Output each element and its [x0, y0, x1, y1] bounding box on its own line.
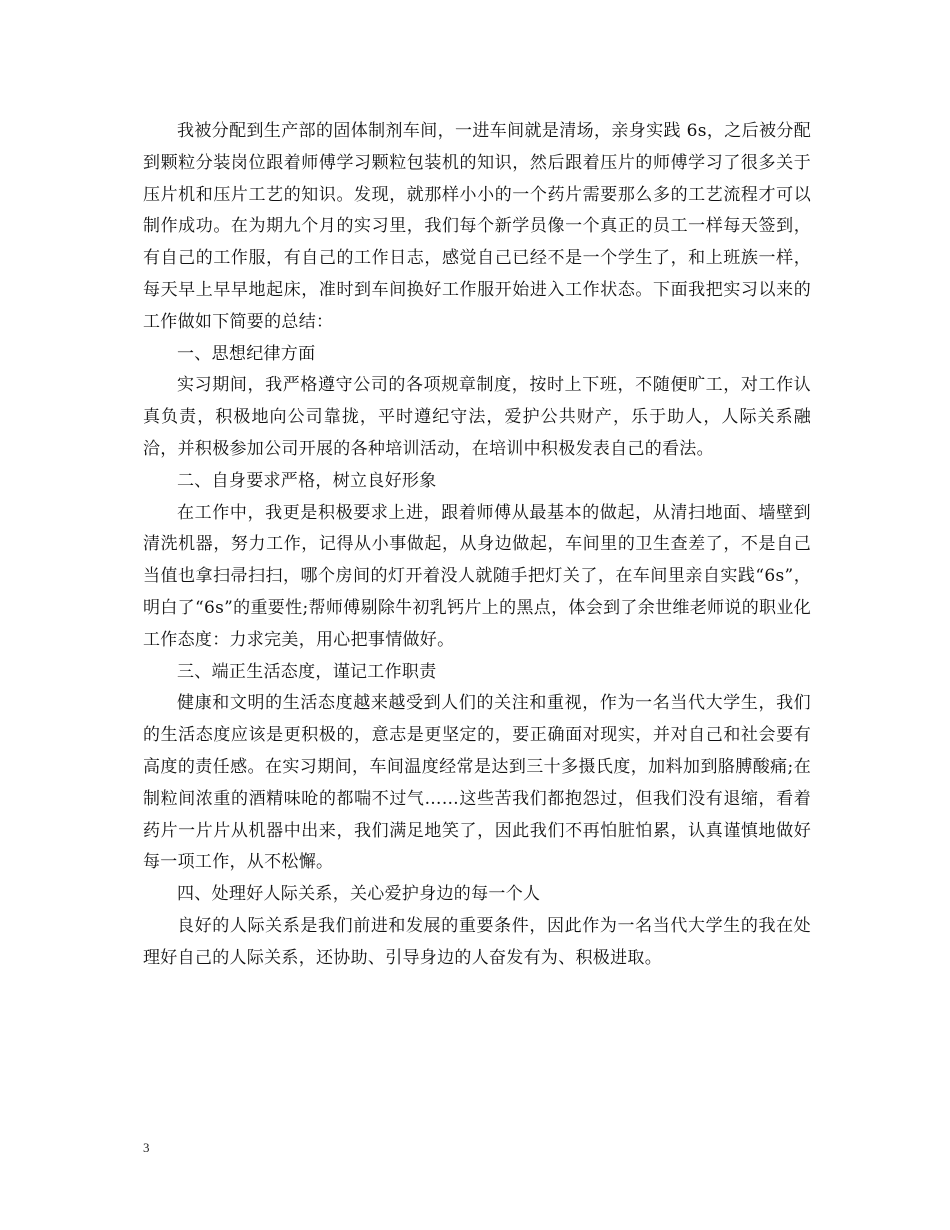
- section-heading-self-requirements: 二、自身要求严格，树立良好形象: [177, 470, 437, 491]
- document-body: [143, 116, 811, 975]
- paragraph-relationships: 良好的人际关系是我们前进和发展的重要条件，因此作为一名当代大学生的我在处理好自己的人际关系，还协助、引导身边的人奋发有为、积极进取。: [143, 915, 811, 968]
- paragraph-intro: 我被分配到生产部的固体制剂车间，一进车间就是清场，亲身实践 6s，之后被分配到颗粒分装岗位跟着师傅学习颗粒包装机的知识，然后跟着压片的师傅学习了很多关于压片机和压片工艺的知识。发现，就那样小小的一个药片需要那么多的工艺流程才可以制作成功。在为期九个月的实习里，我们每个新学员像一个真正的员工一样每天签到，有自己的工作服，有自己的工作日志，感觉自己已经不是一个学生了，和上班族一样，每天早上早早地起床，准时到车间换好工作服开始进入工作状态。下面我把实习以来的工作做如下简要的总结：: [143, 121, 811, 332]
- paragraph-self-requirements: 在工作中，我更是积极要求上进，跟着师傅从最基本的做起，从清扫地面、墙壁到清洗机器，努力工作，记得从小事做起，从身边做起，车间里的卫生查差了，不是自己当值也拿扫帚扫扫，哪个房间的灯开着没人就随手把灯关了，在车间里亲自实践“6s”，明白了“6s”的重要性;帮师傅剔除牛初乳钙片上的黑点，体会到了余世维老师说的职业化工作态度：力求完美，用心把事情做好。: [143, 502, 811, 650]
- paragraph-discipline: 实习期间，我严格遵守公司的各项规章制度，按时上下班，不随便旷工，对工作认真负责，积极地向公司靠拢，平时遵纪守法，爱护公共财产，乐于助人，人际关系融洽，并积极参加公司开展的各种培训活动，在培训中积极发表自己的看法。: [143, 375, 811, 459]
- section-heading-discipline: 一、思想纪律方面: [177, 343, 316, 364]
- section-heading-relationships: 四、处理好人际关系，关心爱护身边的每一个人: [177, 884, 541, 905]
- paragraph-life-attitude: 健康和文明的生活态度越来越受到人们的关注和重视，作为一名当代大学生，我们的生活态度应该是更积极的，意志是更坚定的，要正确面对现实，并对自己和社会要有高度的责任感。在实习期间，车间温度经常是达到三十多摄氏度，加料加到胳膊酸痛;在制粒间浓重的酒精味呛的都喘不过气……这些苦我们都抱怨过，但我们没有退缩，看着药片一片片从机器中出来，我们满足地笑了，因此我们不再怕脏怕累，认真谨慎地做好每一项工作，从不松懈。: [143, 693, 811, 873]
- section-heading-life-attitude: 三、端正生活态度，谨记工作职责: [177, 661, 437, 682]
- page-number: 3: [143, 1140, 150, 1155]
